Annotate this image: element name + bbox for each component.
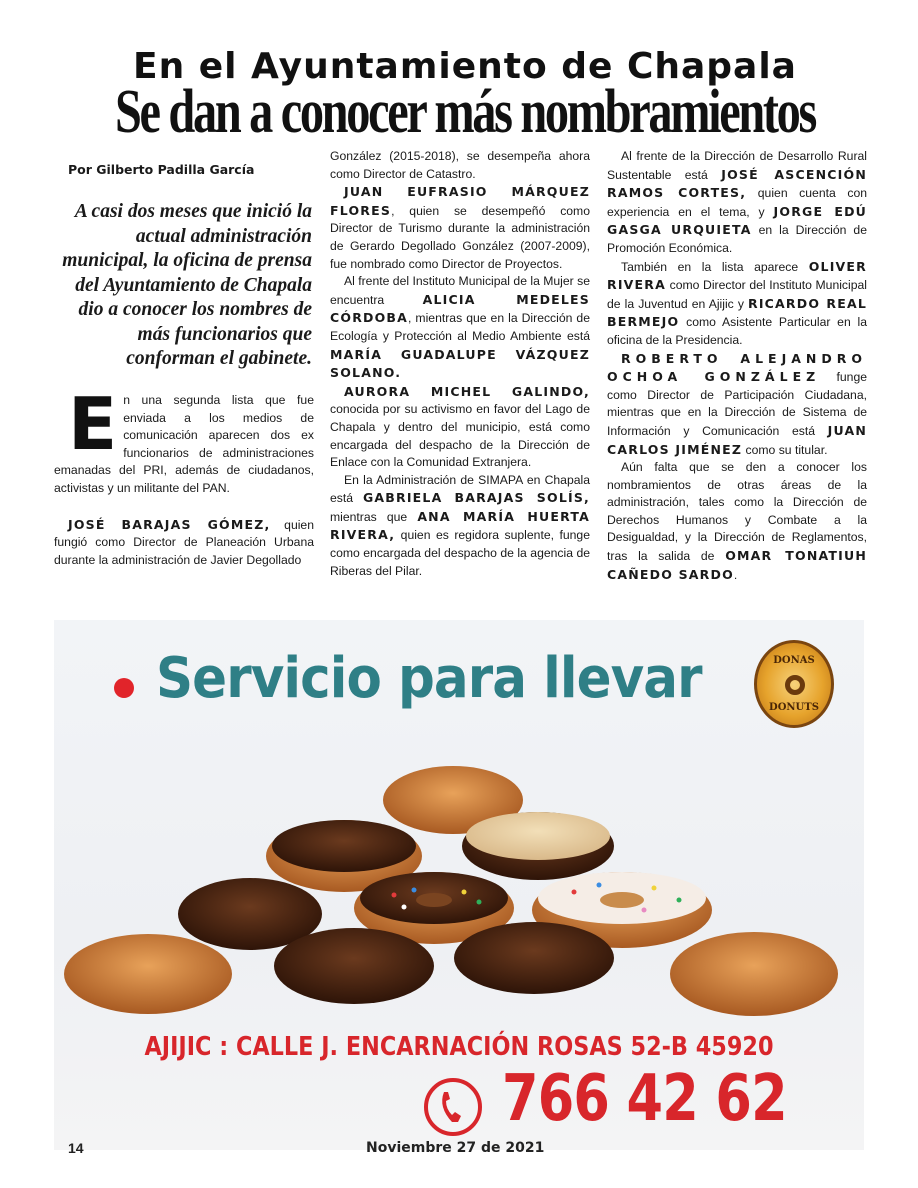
donut-icon: [785, 675, 805, 695]
paragraph-text: González (2015-2018), se desempeña ahora como Director de Catastro.: [330, 149, 590, 181]
lead-paragraph: A casi dos meses que inició la actual administración municipal, la oficina de prensa del Ayuntamiento de Chapala dio a conocer los nombres de más funcionarios que conforman el gabinete.: [62, 201, 312, 369]
official-name: JORGE EDÚ GASGA URQUIETA: [607, 203, 867, 238]
paragraph-text: en la Dirección de Promoción Económica.: [607, 223, 867, 255]
paragraph: [330, 148, 590, 183]
paragraph: [330, 383, 590, 472]
drop-cap: E: [68, 382, 118, 466]
paragraph-text: En la Administración de SIMAPA en Chapala está: [330, 472, 590, 506]
paragraph: [607, 148, 867, 258]
page-number: 14: [68, 1140, 84, 1156]
ad-phone-number: 766 42 62: [502, 1062, 787, 1136]
paragraph-text: quien cuenta con experiencia en el tema, y: [607, 186, 867, 219]
paragraph-text: También en la lista aparece: [621, 259, 809, 274]
official-name: ROBERTO ALEJANDRO OCHOA GONZÁLEZ: [607, 350, 867, 385]
logo-top-text: DONAS: [773, 655, 815, 666]
article-headline: Se dan a conocer más nombramientos: [114, 78, 816, 146]
paragraph: [607, 459, 867, 584]
column-2: [330, 148, 590, 580]
paragraph: [54, 516, 314, 570]
paragraph-text: como su titular.: [742, 442, 828, 457]
paragraph-text: como Asistente Particular en la oficina de la Presidencia.: [607, 315, 867, 347]
donut-shop-logo: [754, 640, 834, 728]
article-kicker: En el Ayuntamiento de Chapala: [133, 46, 797, 87]
paragraph: [607, 258, 867, 350]
donut: [64, 766, 838, 1016]
paragraph-text: mientras que: [330, 509, 418, 524]
paragraph-text: Al frente de la Dirección de Desarrollo Rural Sustentable está: [607, 149, 867, 182]
official-name: JOSÉ ASCENCIÓN RAMOS CORTES,: [607, 166, 867, 201]
official-name: JOSÉ BARAJAS GÓMEZ,: [68, 516, 271, 532]
official-name: ALICIA MEDELES CÓRDOBA: [330, 291, 590, 326]
paragraph-text: , mientras que en la Dirección de Ecología y Protección al Medio Ambiente está: [330, 311, 590, 343]
official-name: MARÍA GUADALUPE VÁZQUEZ SOLANO.: [330, 346, 590, 381]
official-name: OLIVER RIVERA: [607, 258, 867, 293]
paragraph-text: Aún falta que se den a conocer los nombramientos de otras áreas de la administración, tales como la Dirección de Derechos Humanos y Combate a la Desigualdad, y la Dirección de Reglamentos, tras la salida de: [607, 460, 867, 564]
bullet-dot-icon: [114, 678, 134, 698]
paragraph-text: .: [733, 567, 738, 582]
phone-icon: [422, 1076, 484, 1138]
column-3: [607, 148, 867, 584]
paragraph-text: , quien se desempeñó como Director de Turismo durante la administración de Gerardo Degollado González (2007-2009), fue nombrado como Director de Proyectos.: [330, 203, 590, 271]
paragraph: [330, 183, 590, 273]
paragraph-text: como Director del Instituto Municipal de la Juventud en Ajijic y: [607, 278, 867, 311]
donut-pile-image: [54, 760, 864, 1020]
paragraph: [54, 382, 314, 498]
official-name: OMAR TONATIUH CAÑEDO SARDO: [607, 548, 867, 582]
paragraph-text: n una segunda lista que fue enviada a los medios de comunicación aparecen dos ex funcionarios de administraciones emanadas del PRI, además de ciudadanos, activistas y un militante del PAN.: [54, 393, 314, 495]
paragraph: [607, 350, 867, 460]
advertisement: [54, 620, 864, 1150]
paragraph-text: Al frente del Instituto Municipal de la Mujer se encuentra: [330, 274, 590, 307]
official-name: GABRIELA BARAJAS SOLÍS,: [362, 490, 590, 506]
official-name: JUAN EUFRASIO MÁRQUEZ FLORES: [330, 184, 590, 218]
paragraph-text: quien fungió como Director de Planeación Urbana durante la administración de Javier Degollado: [54, 517, 314, 567]
official-name: RICARDO REAL BERMEJO: [607, 295, 867, 330]
column-1: [54, 382, 314, 569]
paragraph: [330, 472, 590, 581]
logo-bottom-text: DONUTS: [769, 702, 819, 713]
ad-address: AJIJIC : CALLE J. ENCARNACIÓN ROSAS 52-B 45920: [144, 1032, 774, 1062]
official-name: ANA MARÍA HUERTA RIVERA,: [330, 508, 590, 543]
byline: Por Gilberto Padilla García: [68, 162, 255, 177]
issue-date: Noviembre 27 de 2021: [366, 1140, 545, 1156]
ad-title: Servicio para llevar: [156, 646, 702, 711]
paragraph-text: funge como Director de Participación Ciudadana, mientras que en la Dirección de Sistema de Información y Comunicación está: [607, 370, 867, 438]
official-name: JUAN CARLOS JIMÉNEZ: [607, 422, 867, 457]
official-name: AURORA MICHEL GALINDO,: [344, 383, 590, 399]
paragraph: [330, 273, 590, 383]
paragraph-text: quien es regidora suplente, funge como encargada del despacho de la agencia de Riberas del Pilar.: [330, 528, 590, 578]
paragraph-text: conocida por su activismo en favor del Lago de Chapala y dentro del municipio, está como encargada del despacho de la Dirección de Enlace con la Comunidad Extranjera.: [330, 402, 590, 470]
